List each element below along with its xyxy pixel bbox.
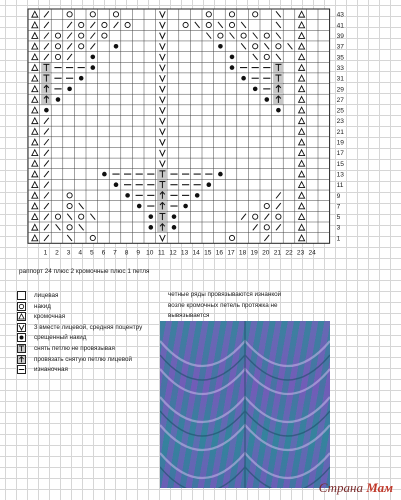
- row-number-label: 33: [336, 64, 344, 72]
- crossed-yarn-over-symbol: [253, 87, 258, 92]
- crossed-yarn-over-symbol: [79, 76, 84, 81]
- row-number-label: 19: [336, 139, 344, 147]
- column-number-label: 14: [192, 249, 200, 257]
- row-number-label: 39: [336, 33, 344, 41]
- column-number-label: 2: [55, 249, 59, 257]
- column-number-label: 8: [124, 249, 129, 257]
- crossed-yarn-over-symbol: [125, 193, 130, 198]
- row-number-label: 21: [336, 128, 344, 136]
- crossed-yarn-over-symbol: [67, 87, 72, 92]
- lace-pattern-image: [160, 321, 330, 488]
- crossed-yarn-over-symbol: [265, 97, 270, 102]
- crossed-yarn-over-symbol: [218, 172, 223, 177]
- column-number-label: 4: [78, 249, 83, 257]
- crossed-yarn-over-symbol: [44, 108, 49, 113]
- crossed-yarn-over-symbol: [91, 65, 96, 70]
- note-line-3: вывязывается: [168, 312, 210, 319]
- column-number-label: 3: [66, 249, 71, 257]
- column-number-label: 18: [238, 249, 247, 257]
- legend-item: [17, 290, 167, 301]
- row-number-label: 11: [336, 182, 344, 190]
- circle-icon: [17, 302, 26, 311]
- v-icon: [17, 323, 26, 332]
- crossed-yarn-over-symbol: [114, 44, 119, 49]
- column-number-label: 5: [89, 249, 94, 257]
- legend-item: [17, 332, 167, 343]
- site-watermark: [319, 480, 393, 496]
- crossed-yarn-over-symbol: [137, 204, 142, 209]
- row-number-label: 35: [336, 54, 344, 62]
- legend-label: кромочная: [34, 313, 66, 321]
- crossed-yarn-over-symbol: [230, 55, 235, 60]
- crossed-yarn-over-symbol: [207, 182, 212, 187]
- column-number-label: 1: [43, 249, 48, 257]
- legend-item: [17, 343, 167, 354]
- column-number-label: 24: [308, 249, 316, 257]
- row-number-label: 7: [336, 203, 341, 211]
- column-number-label: 6: [101, 249, 106, 257]
- legend-item: [17, 364, 167, 375]
- column-number-label: 11: [157, 249, 165, 257]
- row-number-label: 23: [336, 118, 344, 126]
- row-number-label: 5: [336, 214, 341, 222]
- column-number-label: 22: [285, 249, 293, 257]
- crossed-yarn-over-symbol: [183, 204, 188, 209]
- crossed-yarn-over-symbol: [241, 76, 246, 81]
- repeat-caption: раппорт 24 плюс 2 кромочные плюс 1 петля: [19, 268, 150, 275]
- note-line-2: возле кромочных петель протяжка не: [168, 302, 278, 309]
- legend-label: срещенный накид: [34, 334, 87, 342]
- crossed-yarn-over-symbol: [172, 225, 177, 230]
- legend-label: снять петлю не провязывая: [34, 345, 115, 352]
- crossed-yarn-over-symbol: [276, 108, 281, 113]
- legend-label: 3 вместе лицевой, средняя поцентру: [34, 323, 143, 331]
- column-number-label: 23: [296, 249, 305, 257]
- column-number-label: 10: [146, 249, 154, 257]
- note-line-1: четные ряды провязываются изнанкой: [168, 291, 282, 298]
- crossed-yarn-over-symbol: [149, 225, 154, 230]
- empty-square-icon: [17, 291, 26, 300]
- row-number-label: 37: [336, 43, 344, 51]
- legend-label: накид: [34, 302, 51, 310]
- crossed-yarn-over-symbol: [56, 97, 61, 102]
- knitted-sample-photo: [160, 321, 330, 488]
- watermark-prefix: Страна: [318, 480, 367, 495]
- row-number-label: 15: [336, 160, 344, 168]
- column-number-label: 9: [136, 249, 141, 257]
- dot-icon: [17, 333, 26, 342]
- column-number-label: 21: [273, 249, 282, 257]
- crossed-yarn-over-symbol: [195, 193, 200, 198]
- crossed-yarn-over-symbol: [149, 214, 154, 219]
- row-number-label: 29: [336, 86, 344, 94]
- column-number-label: 15: [204, 249, 212, 257]
- row-number-label: 31: [336, 75, 344, 83]
- legend-label: изнаночная: [34, 366, 68, 374]
- triangle-icon: [17, 312, 26, 321]
- legend-item: [17, 354, 167, 365]
- row-number-label: 41: [336, 22, 344, 30]
- up-arrow-icon: [17, 355, 26, 364]
- column-number-label: 13: [180, 249, 189, 257]
- crossed-yarn-over-symbol: [91, 55, 96, 60]
- legend-item: [17, 301, 167, 312]
- column-number-label: 19: [250, 249, 258, 257]
- column-number-label: 17: [227, 249, 235, 257]
- crossed-yarn-over-symbol: [102, 172, 107, 177]
- row-number-label: 25: [336, 107, 344, 115]
- column-number-label: 12: [169, 249, 177, 257]
- row-number-label: 3: [336, 224, 341, 232]
- crossed-yarn-over-symbol: [230, 65, 235, 70]
- row-number-label: 17: [336, 150, 344, 158]
- t-arrow-icon: [17, 344, 26, 353]
- legend-label: лицевая: [34, 292, 59, 299]
- legend-label: провязать снятую петлю лицевой: [34, 355, 132, 363]
- column-number-label: 7: [113, 249, 117, 257]
- legend-item: [17, 311, 167, 322]
- crossed-yarn-over-symbol: [172, 214, 177, 219]
- row-number-label: 1: [336, 235, 341, 243]
- watermark-brand: Мам: [366, 480, 393, 495]
- column-number-label: 20: [262, 249, 270, 257]
- row-number-label: 43: [336, 11, 344, 19]
- row-number-label: 9: [336, 192, 341, 200]
- row-number-label: 13: [336, 171, 344, 179]
- column-number-label: 16: [215, 249, 224, 257]
- legend-item: [17, 322, 167, 333]
- dash-icon: [17, 365, 26, 374]
- crossed-yarn-over-symbol: [114, 182, 119, 187]
- crossed-yarn-over-symbol: [218, 44, 223, 49]
- row-number-label: 27: [336, 96, 344, 104]
